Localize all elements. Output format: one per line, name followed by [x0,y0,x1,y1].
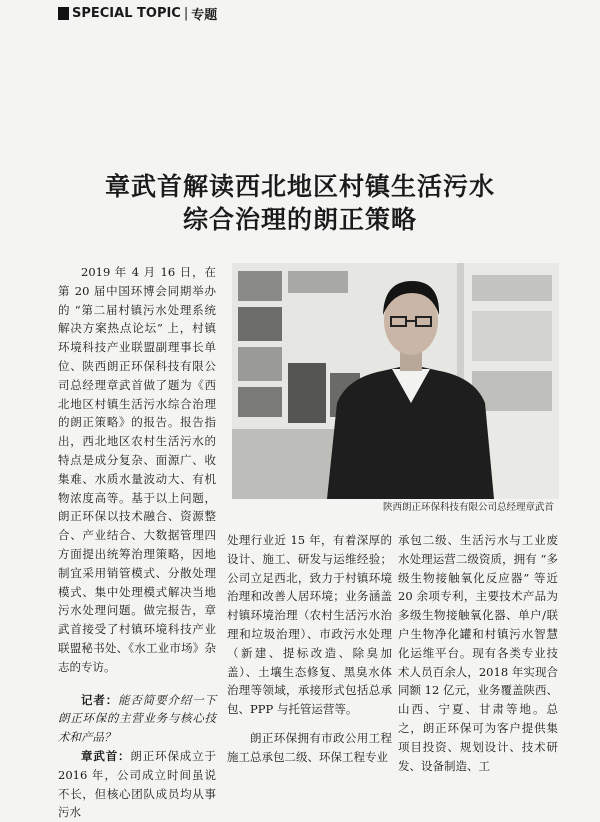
section-divider: | [183,5,189,21]
question-text: 能否简要介绍一下朗正环保的主营业务与核心技术和产品？ [58,692,217,745]
column-3-paragraph: 承包二级、生活污水与工业废水处理运营二级资质，拥有 “多级生物接触氧化反应器” 等近 20 余项专利，主要技术产品为多级生物接触氧化器、单户/联户生物净化罐和村镇污水智慧化运维平台。现有各类专业技术人员百余人，2018 年实现合同额 12 亿元，业务覆盖陕西、山西、宁夏、甘肃等地。总之，朗正环保可为客户提供集项目投资、规划设计、技术研发、设备制造、工 [398,533,558,773]
photo-illustration [232,263,559,499]
photo-banner-tile [238,387,282,417]
photo-banner-tile [472,275,552,301]
answer-paragraph [58,747,216,822]
column-2-paragraph: 处理行业近 15 年，有着深厚的设计、施工、研发与运维经验；公司立足西北，致力于村镇环境治理和改善人居环境；业务涵盖村镇环境治理（农村生活污水治理和垃圾治理）、市政污水处理（新建、提标改造、除臭加盖）、土壤生态修复、黑臭水体治理等领域，承接形式包括总承包、PPP 与托管运营等。 [227,533,392,717]
answer-label: 章武首： [81,748,131,763]
column-1 [58,263,216,822]
section-header [58,5,217,21]
question-paragraph [58,691,216,747]
column-3 [398,531,558,775]
interview-photo [232,263,559,499]
section-square-icon [58,7,69,20]
column-2-paragraph-2: 朗正环保拥有市政公用工程施工总承包二级、环保工程专业 [227,730,392,764]
column-2 [227,531,392,767]
article-title-line1: 章武首解读西北地区村镇生活污水 [104,172,495,201]
photo-banner-tile [238,347,282,381]
answer-text: 朗正环保成立于 2016 年，公司成立时间虽说不长，但核心团队成员均从事污水 [58,748,217,820]
article-title [0,170,600,236]
section-label-cn: 专题 [191,7,218,23]
interview-qa [58,691,216,822]
photo-banner-tile [288,363,326,423]
photo-banner-tile [288,271,348,293]
section-label-en: SPECIAL TOPIC [72,5,181,21]
photo-caption: 陕西朗正环保科技有限公司总经理章武首 [382,502,554,513]
intro-paragraph: 2019 年 4 月 16 日，在第 20 届中国环博会同期举办的 “第二届村镇污水处理系统解决方案热点论坛” 上，村镇环境科技产业联盟副理事长单位、陕西朗正环保科技有限公司总经理章武首做了题为《西北地区村镇生活污水综合治理的朗正策略》的报告。报告指出，西北地区农村生活污水的特点是成分复杂、面源广、收集难、水质水量波动大、有机物浓度高等。基于以上问题，朗正环保以技术融合、资源整合、产业结合、大数据管理四方面提出统筹治理策略，因地制宜采用销管模式、分散处理模式、集中处理模式解决当地污水处理问题。做完报告，章武首接受了村镇环境科技产业联盟秘书处、《水工业市场》杂志的专访。 [58,265,216,674]
photo-banner-tile [238,271,282,301]
article-title-line2: 综合治理的朗正策略 [182,205,417,234]
photo-banner-tile [238,307,282,341]
question-label: 记者： [81,692,119,707]
photo-banner-tile [472,311,552,361]
